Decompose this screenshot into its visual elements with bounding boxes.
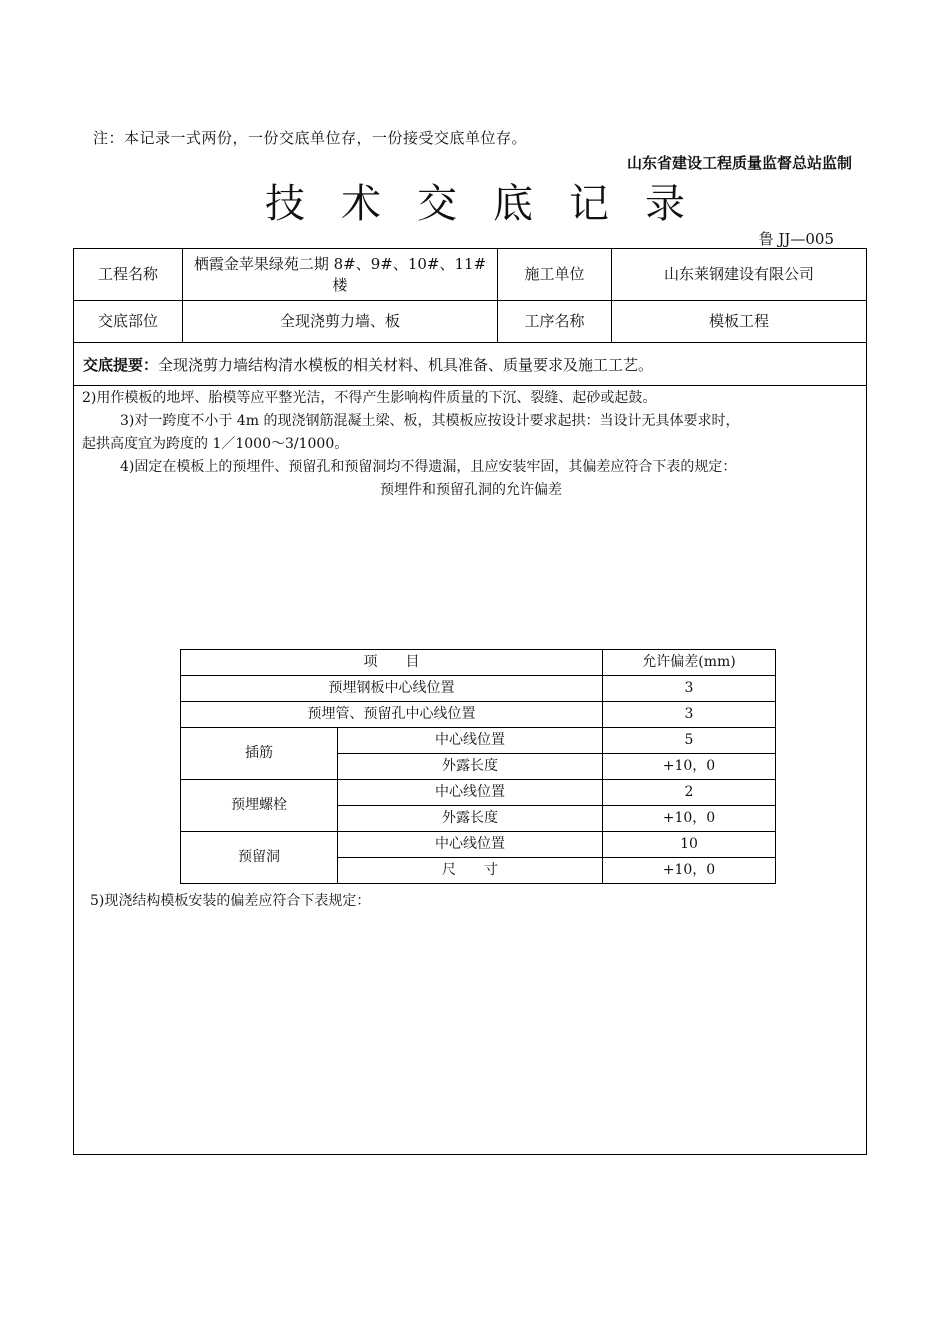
row-value: 3 xyxy=(603,676,776,702)
page-title: 技术交底记录 xyxy=(265,181,721,227)
table-row xyxy=(181,676,776,702)
project-name-label: 工程名称 xyxy=(74,249,183,300)
part-value: 全现浇剪力墙、板 xyxy=(183,300,498,342)
table-row xyxy=(181,832,776,858)
contractor-label: 施工单位 xyxy=(498,249,612,300)
row-item: 外露长度 xyxy=(338,754,603,780)
row-item: 预埋管、预留孔中心线位置 xyxy=(181,702,603,728)
row-item: 预埋钢板中心线位置 xyxy=(181,676,603,702)
record-form xyxy=(73,248,867,1155)
tolerance-table xyxy=(180,649,776,884)
header-row-part xyxy=(74,300,866,343)
row-item: 中心线位置 xyxy=(338,728,603,754)
row-value: 10 xyxy=(603,832,776,858)
project-name-value: 栖霞金苹果绿苑二期 8#、9#、10#、11#楼 xyxy=(183,249,498,300)
process-label: 工序名称 xyxy=(498,300,612,342)
row-item: 中心线位置 xyxy=(338,780,603,806)
group-name: 预埋螺栓 xyxy=(181,780,338,832)
table-caption: 预埋件和预留孔洞的允许偏差 xyxy=(380,482,562,498)
col-header-item: 项 目 xyxy=(181,650,603,676)
row-value: 5 xyxy=(603,728,776,754)
table-header-row xyxy=(181,650,776,676)
row-value: +10，0 xyxy=(603,754,776,780)
process-value: 模板工程 xyxy=(708,311,769,330)
col-header-tolerance: 允许偏差(mm) xyxy=(603,650,776,676)
table-row xyxy=(181,780,776,806)
row-value: +10，0 xyxy=(603,858,776,884)
paragraph-3-cont: 起拱高度宜为跨度的 1／1000～3/1000。 xyxy=(82,436,349,452)
form-code: 鲁 JJ—005 xyxy=(758,230,834,248)
footnote: 注：本记录一式两份，一份交底单位存，一份接受交底单位存。 xyxy=(93,129,528,147)
table-row xyxy=(181,728,776,754)
header-row-project xyxy=(74,249,866,301)
paragraph-2: 2)用作模板的地坪、胎模等应平整光洁，不得产生影响构件质量的下沉、裂缝、起砂或起鼓。 xyxy=(82,390,657,406)
paragraph-5: 5)现浇结构模板安装的偏差应符合下表规定： xyxy=(90,893,371,909)
table-row xyxy=(181,702,776,728)
group-name: 预留洞 xyxy=(181,832,338,884)
row-item: 尺 寸 xyxy=(338,858,603,884)
row-item: 外露长度 xyxy=(338,806,603,832)
group-name: 插筋 xyxy=(181,728,338,780)
row-value: 3 xyxy=(603,702,776,728)
contractor-value: 山东莱钢建设有限公司 xyxy=(663,265,814,283)
summary-text: 全现浇剪力墙结构清水模板的相关材料、机具准备、质量要求及施工工艺。 xyxy=(158,355,654,374)
issuing-org: 山东省建设工程质量监督总站监制 xyxy=(626,154,852,172)
row-value: 2 xyxy=(603,780,776,806)
content-body xyxy=(82,387,860,909)
part-label: 交底部位 xyxy=(74,300,183,342)
paragraph-3: 3)对一跨度不小于 4m 的现浇钢筋混凝土梁、板，其模板应按设计要求起拱：当设计无具体要求时， xyxy=(120,413,740,429)
paragraph-4: 4)固定在模板上的预埋件、预留孔和预留洞均不得遗漏，且应安装牢固，其偏差应符合下表的规定： xyxy=(120,459,737,475)
summary-label: 交底提要： xyxy=(83,355,159,374)
row-item: 中心线位置 xyxy=(338,832,603,858)
summary-row xyxy=(74,343,866,386)
row-value: +10，0 xyxy=(603,806,776,832)
